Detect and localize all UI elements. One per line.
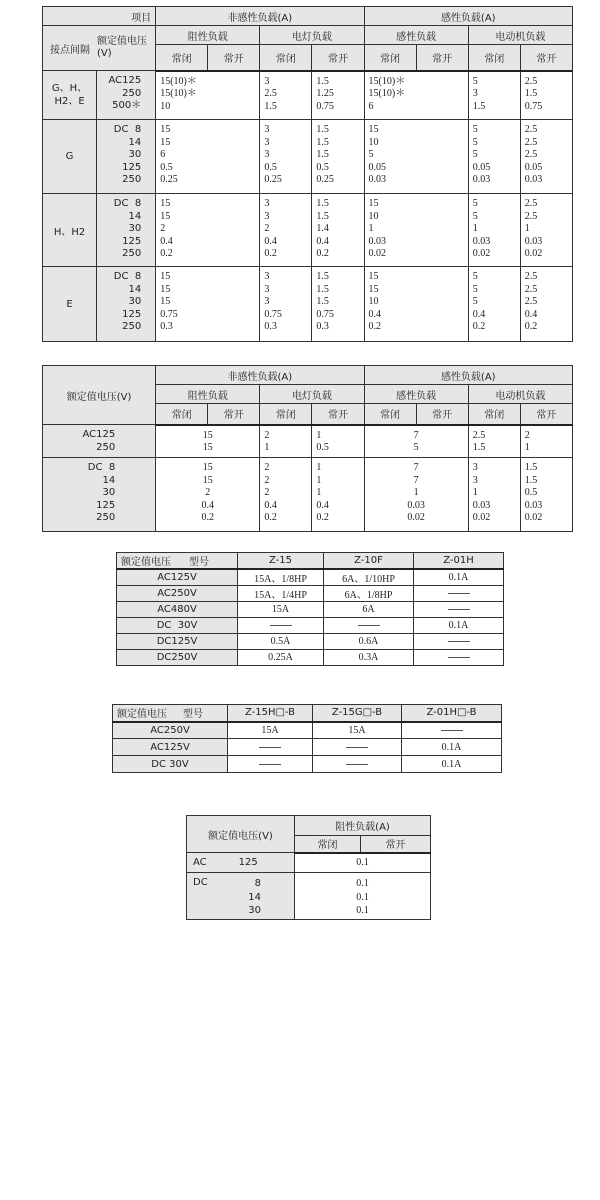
- value-cell: 15(10)＊ 15(10)＊ 10: [156, 71, 260, 120]
- no-header: 常开: [520, 404, 572, 425]
- value-cell: 0.1A: [402, 739, 502, 756]
- value-cell: 15 15 2 0.4 0.2: [156, 458, 260, 532]
- voltage-cell: [187, 853, 295, 873]
- table-row: [43, 194, 573, 267]
- value-cell: [414, 650, 504, 666]
- value-cell: 0.1: [295, 853, 431, 873]
- no-header: 常开: [208, 45, 260, 71]
- inductive-header: 感性负载(A): [364, 7, 572, 26]
- value-cell: 0.1A: [414, 618, 504, 634]
- value-cell: 0.1 0.1 0.1: [295, 873, 431, 920]
- dash-placeholder: [448, 593, 470, 594]
- value-cell: 3 3 3 0.75 0.3: [260, 267, 312, 342]
- model-col-header: Z-15H□-B: [228, 705, 313, 722]
- value-cell: [414, 634, 504, 650]
- non-inductive-header: 非感性负载(A): [156, 366, 364, 385]
- value-cell: 1.5 1.25 0.75: [312, 71, 364, 120]
- table-row: [43, 267, 573, 342]
- value-cell: 2 2 2 0.4 0.2: [260, 458, 312, 532]
- value-cell: 2 1: [260, 425, 312, 458]
- table-row: [43, 120, 573, 194]
- value-cell: 15 15 10 0.4 0.2: [364, 267, 468, 342]
- value-cell: 15A: [313, 722, 402, 739]
- voltage-cell: AC125 250: [43, 425, 156, 458]
- value-cell: 2.5 1.5 0.75: [520, 71, 572, 120]
- model-col-header: Z-15G□-B: [313, 705, 402, 722]
- table-row: [117, 650, 504, 666]
- model-col-header: Z-10F: [324, 553, 414, 570]
- voltage-cell: DC 8 14 30 125 250: [97, 194, 156, 267]
- value-cell: 0.1A: [402, 756, 502, 773]
- non-inductive-header: 非感性负载(A): [156, 7, 364, 26]
- table-row: [43, 458, 573, 532]
- value-cell: [238, 618, 324, 634]
- rated-voltage-label: 额定值电压: [121, 557, 171, 568]
- no-header: 常开: [416, 45, 468, 71]
- resistive-header: 阻性负载(A): [295, 816, 431, 836]
- nc-header: 常闭: [364, 404, 416, 425]
- contact-gap-cell: G: [43, 120, 97, 194]
- value-cell: 7 5: [364, 425, 468, 458]
- voltage-cell: DC 8 14 30 125 250: [97, 120, 156, 194]
- item-header: 项目: [43, 7, 156, 26]
- value-cell: [324, 618, 414, 634]
- voltage-cell: DC125V: [117, 634, 238, 650]
- voltage-cell: AC480V: [117, 602, 238, 618]
- contact-gap-cell: G、H、 H2、E: [43, 71, 97, 120]
- lamp-header: 电灯负载: [260, 385, 364, 404]
- resistive-load-table: [186, 815, 431, 920]
- value-cell: 1.5 1.5 1.5 0.75 0.3: [312, 267, 364, 342]
- voltage-cell: [187, 873, 295, 920]
- value-cell: 1.5 1.5 1.4 0.4 0.2: [312, 194, 364, 267]
- inductive-load-header: 感性负载: [364, 26, 468, 45]
- table-row: [113, 756, 502, 773]
- value-cell: [414, 602, 504, 618]
- dash-placeholder: [358, 625, 380, 626]
- nc-header: 常闭: [156, 45, 208, 71]
- rated-voltage-header: 额定值电压(V): [43, 366, 156, 425]
- value-cell: 15A: [238, 602, 324, 618]
- dash-placeholder: [448, 657, 470, 658]
- rated-voltage-label: 额定值电压: [117, 709, 167, 721]
- table-row: [43, 71, 573, 120]
- value-cell: 0.1A: [414, 569, 504, 586]
- nc-header: 常闭: [260, 45, 312, 71]
- voltage-cell: AC250V: [117, 586, 238, 602]
- value-cell: 3 3 3 0.5 0.25: [260, 120, 312, 194]
- table-row: [113, 739, 502, 756]
- contact-gap-cell: E: [43, 267, 97, 342]
- dash-placeholder: [441, 730, 463, 731]
- table-row: [43, 425, 573, 458]
- motor-header: 电动机负载: [468, 26, 572, 45]
- rating-table-1: [42, 6, 573, 342]
- resistive-header: 阻性负载: [156, 385, 260, 404]
- unit-label: (V): [97, 48, 112, 59]
- voltage-cell: AC125V: [117, 569, 238, 586]
- value-cell: 15A: [228, 722, 313, 739]
- dash-placeholder: [448, 641, 470, 642]
- value-cell: 7 7 1 0.03 0.02: [364, 458, 468, 532]
- dash-placeholder: [346, 747, 368, 748]
- inductive-header: 感性负载(A): [364, 366, 572, 385]
- value-cell: 0.6A: [324, 634, 414, 650]
- value-cell: 15 15: [156, 425, 260, 458]
- value-cell: 3 2.5 1.5: [260, 71, 312, 120]
- value-cell: 0.3A: [324, 650, 414, 666]
- no-header: 常开: [312, 404, 364, 425]
- value-cell: 3 3 2 0.4 0.2: [260, 194, 312, 267]
- voltage-cell: AC125 250 500＊: [97, 71, 156, 120]
- voltage-type: DC: [193, 877, 208, 888]
- nc-header: 常闭: [364, 45, 416, 71]
- model-rating-table-2: [112, 704, 502, 773]
- dash-placeholder: [259, 747, 281, 748]
- voltage-value: 125: [238, 857, 258, 868]
- gap-voltage-header: [43, 26, 156, 71]
- table-row: [117, 569, 504, 586]
- nc-header: 常闭: [260, 404, 312, 425]
- table-row: [117, 634, 504, 650]
- value-cell: 2.5 2.5 1 0.03 0.02: [520, 194, 572, 267]
- value-cell: 2.5 1.5: [468, 425, 520, 458]
- value-cell: 1.5 1.5 1.5 0.5 0.25: [312, 120, 364, 194]
- value-cell: 6A: [324, 602, 414, 618]
- value-cell: 15 10 1 0.03 0.02: [364, 194, 468, 267]
- no-header: 常开: [312, 45, 364, 71]
- voltage-cell: DC 8 14 30 125 250: [43, 458, 156, 532]
- voltage-cell: DC250V: [117, 650, 238, 666]
- value-cell: 2.5 2.5 2.5 0.4 0.2: [520, 267, 572, 342]
- voltage-cell: AC250V: [113, 722, 228, 739]
- model-rating-table-1: [116, 552, 504, 666]
- nc-header: 常闭: [156, 404, 208, 425]
- value-cell: [228, 756, 313, 773]
- dash-placeholder: [259, 764, 281, 765]
- value-cell: 1 0.5: [312, 425, 364, 458]
- value-cell: 15 15 6 0.5 0.25: [156, 120, 260, 194]
- value-cell: 15 10 5 0.05 0.03: [364, 120, 468, 194]
- model-label: 型号: [189, 557, 209, 568]
- rating-table-2: [42, 365, 573, 532]
- model-col-header: Z-01H□-B: [402, 705, 502, 722]
- value-cell: 15A、1/8HP: [238, 569, 324, 586]
- voltage-model-header: [117, 553, 238, 570]
- inductive-load-header: 感性负载: [364, 385, 468, 404]
- no-header: 常开: [520, 45, 572, 71]
- dash-placeholder: [346, 764, 368, 765]
- voltage-value: 8 14 30: [248, 878, 261, 916]
- model-label: 型号: [183, 709, 203, 721]
- value-cell: 0.5A: [238, 634, 324, 650]
- table-row: [113, 722, 502, 739]
- voltage-model-header: [113, 705, 228, 722]
- nc-header: 常闭: [468, 404, 520, 425]
- contact-gap-label: 接点间隔: [50, 44, 90, 56]
- rated-voltage-label: 额定值电压: [97, 36, 147, 47]
- resistive-header: 阻性负载: [156, 26, 260, 45]
- value-cell: [228, 739, 313, 756]
- model-col-header: Z-15: [238, 553, 324, 570]
- value-cell: 15(10)＊ 15(10)＊ 6: [364, 71, 468, 120]
- value-cell: [313, 739, 402, 756]
- value-cell: 2 1: [520, 425, 572, 458]
- value-cell: 3 3 1 0.03 0.02: [468, 458, 520, 532]
- value-cell: 2.5 2.5 2.5 0.05 0.03: [520, 120, 572, 194]
- value-cell: 15 15 2 0.4 0.2: [156, 194, 260, 267]
- contact-gap-cell: H、H2: [43, 194, 97, 267]
- value-cell: 6A、1/8HP: [324, 586, 414, 602]
- value-cell: [313, 756, 402, 773]
- no-header: 常开: [208, 404, 260, 425]
- value-cell: 1.5 1.5 0.5 0.03 0.02: [520, 458, 572, 532]
- nc-header: 常闭: [295, 836, 361, 853]
- value-cell: 5 3 1.5: [468, 71, 520, 120]
- table-row: [187, 853, 431, 873]
- lamp-header: 电灯负载: [260, 26, 364, 45]
- nc-header: 常闭: [468, 45, 520, 71]
- table-row: [187, 873, 431, 920]
- voltage-cell: AC125V: [113, 739, 228, 756]
- value-cell: 5 5 5 0.05 0.03: [468, 120, 520, 194]
- value-cell: [414, 586, 504, 602]
- no-header: 常开: [416, 404, 468, 425]
- table-row: [117, 602, 504, 618]
- value-cell: 0.25A: [238, 650, 324, 666]
- table-row: [117, 586, 504, 602]
- no-header: 常开: [361, 836, 431, 853]
- value-cell: 6A、1/10HP: [324, 569, 414, 586]
- value-cell: 15 15 15 0.75 0.3: [156, 267, 260, 342]
- dash-placeholder: [448, 609, 470, 610]
- voltage-type: AC: [193, 857, 207, 868]
- voltage-cell: DC 8 14 30 125 250: [97, 267, 156, 342]
- voltage-cell: DC 30V: [113, 756, 228, 773]
- value-cell: 15A、1/4HP: [238, 586, 324, 602]
- value-cell: 1 1 1 0.4 0.2: [312, 458, 364, 532]
- model-col-header: Z-01H: [414, 553, 504, 570]
- value-cell: 5 5 1 0.03 0.02: [468, 194, 520, 267]
- value-cell: 5 5 5 0.4 0.2: [468, 267, 520, 342]
- value-cell: [402, 722, 502, 739]
- voltage-cell: DC 30V: [117, 618, 238, 634]
- motor-header: 电动机负载: [468, 385, 572, 404]
- rated-voltage-header: 额定值电压(V): [187, 816, 295, 853]
- table-row: [117, 618, 504, 634]
- dash-placeholder: [270, 625, 292, 626]
